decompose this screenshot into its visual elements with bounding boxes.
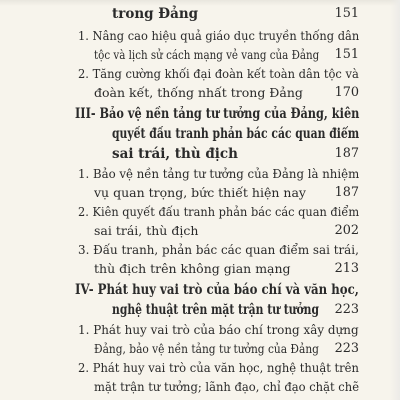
toc-page-number: 151 (334, 47, 359, 62)
toc-heading-text: III- Bảo vệ nền tảng tư tưởng của Đảng, kiên (75, 106, 360, 122)
toc-entry-text: 1. Phát huy vai trò của báo chí trong xây dựng (78, 322, 359, 337)
toc-page-number: 202 (334, 223, 359, 238)
toc-heading-text: quyết đấu tranh phản bác các quan điểm (112, 126, 360, 142)
toc-entry-text: 1. Nâng cao hiệu quả giáo dục truyền thống dân (78, 28, 360, 43)
toc-heading-text: trong Đảng (112, 6, 199, 22)
toc-heading-text: sai trái, thù địch (112, 146, 238, 162)
toc-entry-text: đoàn kết, thống nhất trong Đảng (94, 85, 303, 100)
toc-entry-text: 2. Phát huy vai trò của văn học, nghệ thuật trên (78, 360, 359, 375)
toc-page-number: 170 (334, 85, 359, 100)
toc-page-number: 187 (334, 185, 359, 200)
toc-entry-text: tộc và lịch sử cách mạng vẻ vang của Đảng (94, 47, 320, 62)
toc-entry-text: 2. Kiên quyết đấu tranh phản bác các quan điểm (78, 204, 360, 219)
toc-entry-text: 1. Bảo vệ nền tảng tư tưởng của Đảng là nhiệm (78, 166, 360, 181)
toc-page-number: 151 (334, 6, 359, 21)
toc-entry-text: Đảng, bảo vệ nền tảng tư tưởng của Đảng (94, 341, 319, 356)
toc-entry-text: vụ quan trọng, bức thiết hiện nay (94, 185, 306, 200)
toc-entry-text: 3. Đấu tranh, phản bác các quan điểm sai trái, (78, 242, 359, 257)
page-shadow-right (390, 0, 400, 400)
toc-entry-text: 2. Tăng cường khối đại đoàn kết toàn dân tộc và (78, 66, 359, 81)
toc-heading-text: nghệ thuật trên mặt trận tư tưởng (112, 302, 320, 318)
toc-page-number: 213 (334, 261, 359, 276)
toc-entry-text: mặt trận tư tưởng; lãnh đạo, chỉ đạo chặt chẽ (94, 379, 360, 394)
toc-entry-text: thù địch trên không gian mạng (94, 261, 291, 276)
toc-page-number: 187 (334, 146, 359, 161)
toc-page-number: 223 (334, 341, 359, 356)
toc-page-number: 223 (334, 302, 359, 317)
toc-heading-text: IV- Phát huy vai trò của báo chí và văn học, (75, 282, 359, 298)
toc-entry-text: sai trái, thù địch (94, 223, 199, 238)
